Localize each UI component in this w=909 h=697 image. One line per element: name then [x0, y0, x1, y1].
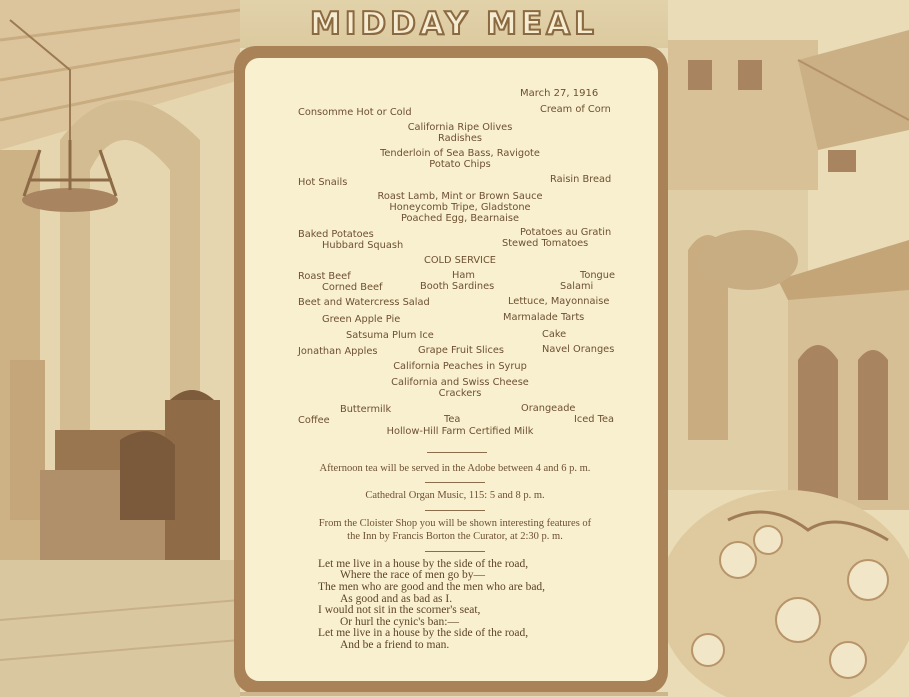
- potatoes-gratin: Potatoes au Gratin: [520, 227, 612, 238]
- lettuce-mayo: Lettuce, Mayonnaise: [508, 296, 610, 307]
- right-courtyard-illustration: [668, 0, 909, 697]
- salami: Salami: [560, 281, 594, 292]
- poem-line: Or hurl the cynic's ban:—: [340, 616, 459, 628]
- jonathan-apples: Jonathan Apples: [298, 346, 378, 357]
- cake: Cake: [542, 329, 567, 340]
- hubbard-squash: Hubbard Squash: [322, 240, 404, 251]
- cloister-notice-line2: the Inn by Francis Borton the Curator, at 2:30 p. m.: [347, 531, 563, 542]
- afternoon-tea-notice: Afternoon tea will be served in the Adobe between 4 and 6 p. m.: [319, 463, 591, 474]
- hot-snails: Hot Snails: [298, 177, 348, 188]
- navel-oranges: Navel Oranges: [542, 344, 615, 355]
- bottom-border-strip: [240, 692, 668, 696]
- corned-beef: Corned Beef: [322, 282, 383, 293]
- green-apple-pie: Green Apple Pie: [322, 314, 401, 325]
- poem-line: Let me live in a house by the side of the road,: [318, 627, 529, 639]
- roast-beef: Roast Beef: [298, 271, 351, 282]
- beet-salad: Beet and Watercress Salad: [298, 297, 430, 308]
- courtyard-drawing: [668, 0, 909, 697]
- peaches-in-syrup: California Peaches in Syrup: [393, 361, 527, 372]
- grape-fruit-slices: Grape Fruit Slices: [418, 345, 504, 356]
- marmalade-tarts: Marmalade Tarts: [503, 312, 585, 323]
- coffee: Coffee: [298, 415, 330, 426]
- booth-sardines: Booth Sardines: [420, 281, 495, 292]
- entree-line3: Poached Egg, Bearnaise: [400, 213, 520, 224]
- divider-1: [427, 452, 487, 453]
- fish-line1: Tenderloin of Sea Bass, Ravigote: [380, 148, 540, 159]
- menu-date: March 27, 1916: [520, 88, 599, 99]
- tea: Tea: [444, 414, 461, 425]
- poem-line: I would not sit in the scorner's seat,: [318, 604, 481, 616]
- cloister-interior-drawing: [0, 0, 240, 697]
- tongue: Tongue: [580, 270, 615, 281]
- iced-tea: Iced Tea: [574, 414, 614, 425]
- crackers: Crackers: [438, 388, 482, 399]
- baked-potatoes: Baked Potatoes: [298, 229, 374, 240]
- divider-2: [425, 482, 485, 483]
- cold-service-heading: COLD SERVICE: [424, 255, 496, 266]
- raisin-bread: Raisin Bread: [550, 174, 612, 185]
- satsuma-ice: Satsuma Plum Ice: [346, 330, 434, 341]
- poem-line: As good and as bad as I.: [340, 593, 453, 605]
- fish-line2: Potato Chips: [429, 159, 491, 170]
- cheese: California and Swiss Cheese: [391, 377, 529, 388]
- certified-milk: Hollow-Hill Farm Certified Milk: [386, 426, 534, 437]
- orangeade: Orangeade: [521, 403, 576, 414]
- soup-right: Cream of Corn: [540, 104, 611, 115]
- title-banner: [240, 0, 668, 48]
- stewed-tomatoes: Stewed Tomatoes: [502, 238, 589, 249]
- banner-title: MIDDAY MEAL: [310, 6, 598, 42]
- divider-3: [425, 510, 485, 511]
- relish-line2: Radishes: [438, 133, 482, 144]
- cloister-notice-line1: From the Cloister Shop you will be shown interesting features of: [318, 518, 592, 529]
- entree-line2: Honeycomb Tripe, Gladstone: [389, 202, 531, 213]
- ham: Ham: [452, 270, 475, 281]
- relish-line1: California Ripe Olives: [407, 122, 513, 133]
- poem-line: And be a friend to man.: [340, 639, 450, 651]
- organ-music-notice: Cathedral Organ Music, 115: 5 and 8 p. m.: [365, 490, 545, 501]
- buttermilk: Buttermilk: [340, 404, 392, 415]
- soup-left: Consomme Hot or Cold: [298, 107, 412, 118]
- left-cloister-illustration: [0, 0, 240, 697]
- divider-4: [425, 551, 485, 552]
- poem-line: Where the race of men go by—: [340, 569, 485, 581]
- poem-line: Let me live in a house by the side of the road,: [318, 558, 529, 570]
- entree-line1: Roast Lamb, Mint or Brown Sauce: [377, 191, 543, 202]
- poem-line: The men who are good and the men who are bad,: [318, 581, 546, 593]
